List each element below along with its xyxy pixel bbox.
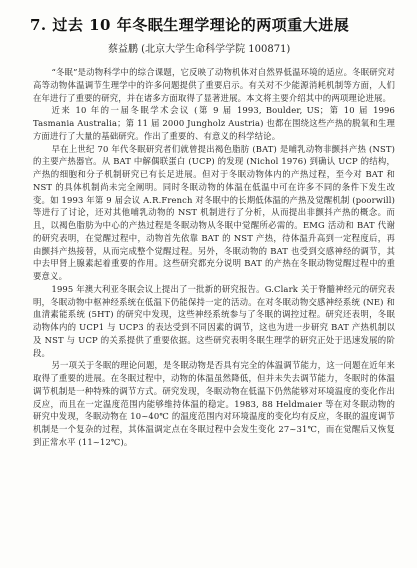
paragraph: 早在上世纪 70 年代冬眠研究者们就曾提出褐色脂肪 (BAT) 是哺乳动物非颤抖产热 (NST) 的主要产热器官。从 BAT 中解偶联蛋白 (UCP) 的发现 (Nichol 1976) 到确认 UCP 的结构，产热的细胞和分子机制研究已有长足进展。但对于冬眠动物体内的产热过程，至今对 BAT 和 NST 的具体机制尚未完全阐明。同时冬眠动物的体温在低温中可在许多不同的条件下发生改变。如 1993 年第 9 届会议 A.R.French 对冬眠中的长期低体温的产热及觉醒机制 (poorwill) 等进行了讨论，还对其他哺乳动物的 NST 机制进行了分析，从而提出非颤抖产热的概念。而且，以褐色脂肪为中心的产热过程是冬眠动物从冬眠中觉醒所必需的。EMG 活动和 BAT 代谢的研究表明，在觉醒过程中，动物首先依靠 BAT 的 NST 产热，待体温升高到一定程度后，再由颤抖产热接替，从而完成整个觉醒过程。另外，冬眠动物的 BAT 也受到交感神经的调节，其中去甲肾上腺素起着重要的作用。这些研究都充分说明 BAT 的产热在冬眠动物觉醒过程中的重要意义。 <box>33 143 395 281</box>
paragraph: 1995 年澳大利亚冬眠会议上提出了一批新的研究报告。G.Clark 关于脊髓神经元的研究表明，冬眠动物中枢神经系统在低温下仍能保持一定的活动。在对冬眠动物交感神经系统 (NE) 和血清素能系统 (5HT) 的研究中发现，这些神经系统参与了冬眠的调控过程。研究还表明，冬眠动物体内的 UCP1 与 UCP3 的表达受到不同因素的调节，这也为进一步研究 BAT 产热机制以及 NST 与 UCP 的关系提供了重要依据。这些研究表明冬眠生理学的研究正处于迅速发展的阶段。 <box>33 283 395 358</box>
paragraph: 近来 10 年的一届冬眠学术会议 (第 9 届 1993, Boulder, US；第 10 届 1996 Tasmania Australia；第 11 届 2000 Jungholz Austria) 也都在围绕这些产热的脱氧和生理方面进行了大量的基础研究。作出了重要的、有意义的科学结论。 <box>33 105 395 141</box>
paragraph: 另一项关于冬眠的理论问题，是冬眠动物是否具有完全的体温调节能力，这一问题在近年来取得了重要的进展。在冬眠过程中，动物的体温虽然降低，但并未失去调节能力，冬眠时的体温调节机制是一种特殊的调节方式。研究发现，冬眠动物在低温下仍然能够对环境温度的变化作出反应，而且在一定温度范围内能够维持体温的稳定。1983, 88 Heldmaier 等在对冬眠动物的研究中发现，冬眠动物在 10~40℃ 的温度范围内对环境温度的变化均有反应，冬眠的温度调节机制是一个复杂的过程，其体温调定点在冬眠过程中会发生变化 27~31℃，而在觉醒后又恢复到正常水平 (11~12℃)。 <box>33 360 395 447</box>
author-line: 蔡益鹏 (北京大学生命科学学院 100871) <box>108 44 291 55</box>
body-text <box>33 66 395 449</box>
paragraph: “冬眠”是动物科学中的综合课题，它反映了动物机体对自然界低温环境的适应。冬眠研究对高等动物体温调节生理学中的许多问题提供了重要启示。有关对不少能源消耗机制等方面，人们在年进行了重要的研究，并在诸多方面取得了显著进展。本文将主要介绍其中的两项理论进展。 <box>33 67 395 103</box>
section-title: 7. 过去 10 年冬眠生理学理论的两项重大进展 <box>30 16 350 34</box>
